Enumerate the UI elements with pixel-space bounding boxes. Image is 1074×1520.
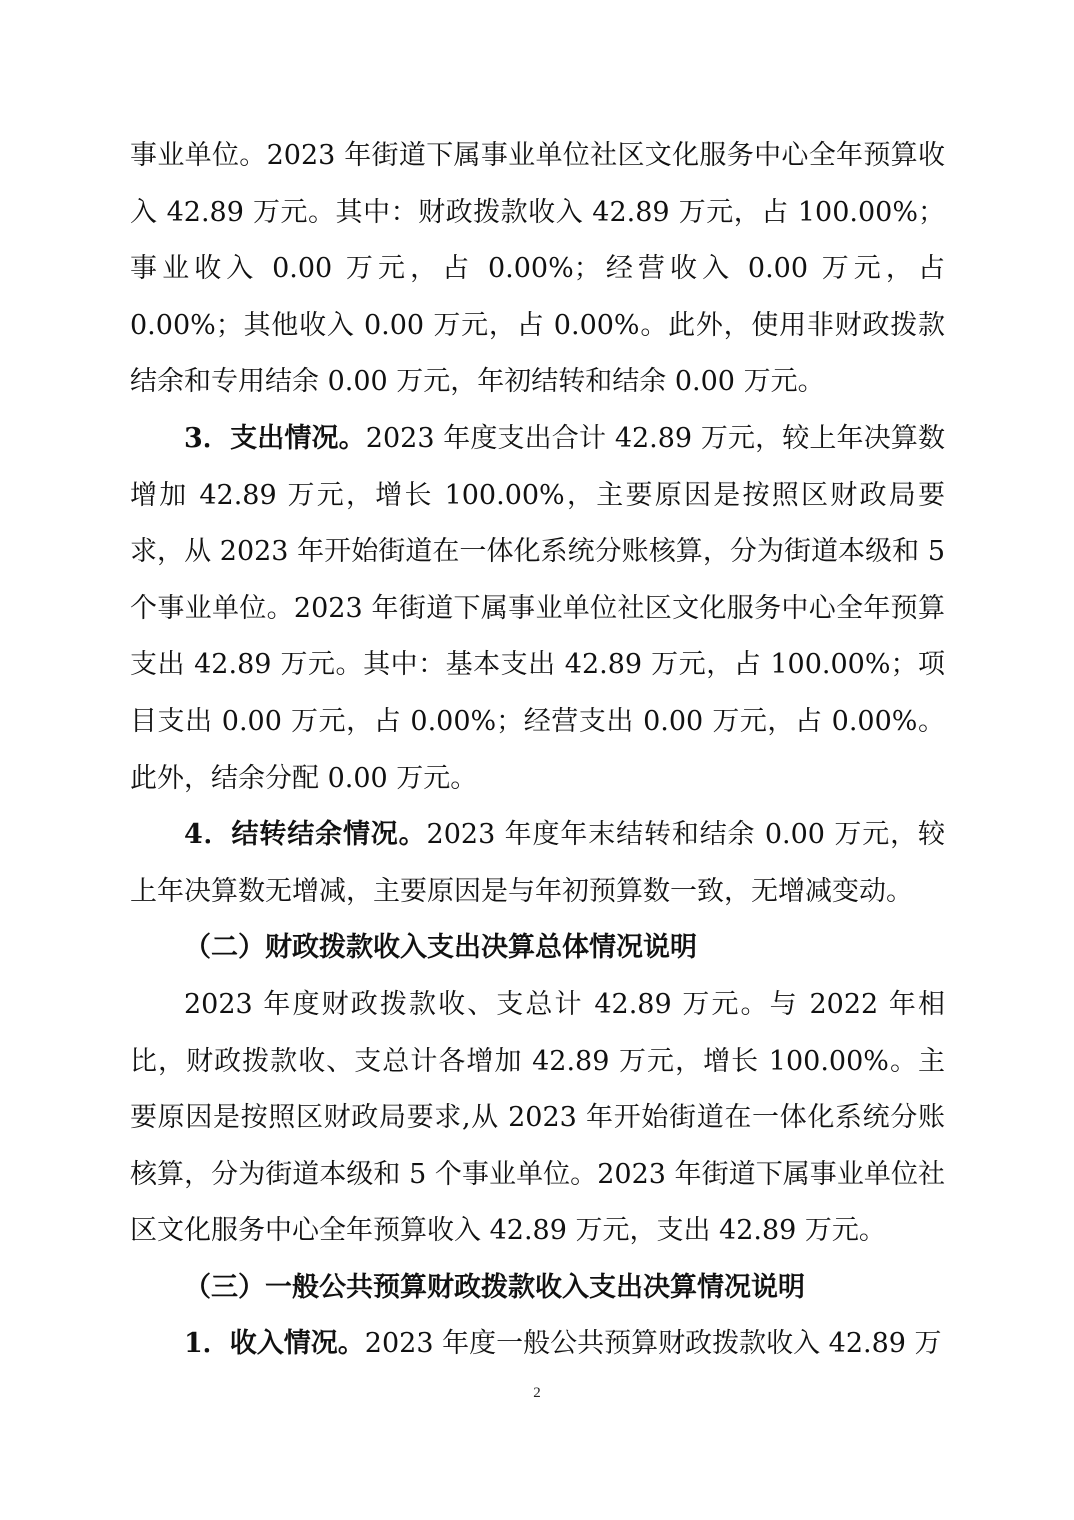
paragraph-expenditure (130, 411, 945, 807)
paragraph-fiscal-overview: 2023 年度财政拨款收、支总计 42.89 万元。与 2022 年相比，财政拨款收、支总计各增加 42.89 万元，增长 100.00%。主要原因是按照区财政局要求,从 2023 年开始街道在一体化系统分账核算，分为街道本级和 5 个事业单位。2023 年街道下属事业单位社区文化服务中心全年预算收入 42.89 万元，支出 42.89 万元。 (130, 988, 945, 1247)
paragraph-carryover-text: 2023 年度年末结转和结余 0.00 万元，较上年决算数无增减，主要原因是与年初预算数一致，无增减变动。 (130, 819, 945, 907)
document-body (130, 128, 945, 1373)
section-lead-income: 1．收入情况。 (184, 1328, 365, 1360)
paragraph-general-budget-income-text: 2023 年度一般公共预算财政拨款收入 42.89 万 (364, 1328, 942, 1360)
paragraph-expenditure-text: 2023 年度支出合计 42.89 万元，较上年决算数增加 42.89 万元，增长 100.00%，主要原因是按照区财政局要求，从 2023 年开始街道在一体化系统分账核算，分为街道本级和 5 个事业单位。2023 年街道下属事业单位社区文化服务中心全年预算支出 42.89 万元。其中：基本支出 42.89 万元，占 100.00%；项目支出 0.00 万元，占 0.00%；经营支出 0.00 万元，占 0.00%。此外，结余分配 0.00 万元。 (130, 422, 945, 794)
section-heading-fiscal-overview: （二）财政拨款收入支出决算总体情况说明 (184, 932, 697, 964)
page-number: 2 (533, 1385, 541, 1401)
section-lead-expenditure: 3．支出情况。 (184, 422, 366, 454)
paragraph-general-budget-income (130, 1316, 945, 1373)
paragraph-income-continuation: 事业单位。2023 年街道下属事业单位社区文化服务中心全年预算收入 42.89 万元。其中：财政拨款收入 42.89 万元，占 100.00%；事业收入 0.00 万元，占 0.00%；经营收入 0.00 万元，占 0.00%；其他收入 0.00 万元，占 0.00%。此外，使用非财政拨款结余和专用结余 0.00 万元，年初结转和结余 0.00 万元。 (130, 140, 945, 398)
paragraph-carryover (130, 807, 945, 920)
section-heading-general-budget: （三）一般公共预算财政拨款收入支出决算情况说明 (184, 1271, 805, 1303)
section-lead-carryover: 4．结转结余情况。 (184, 819, 427, 851)
